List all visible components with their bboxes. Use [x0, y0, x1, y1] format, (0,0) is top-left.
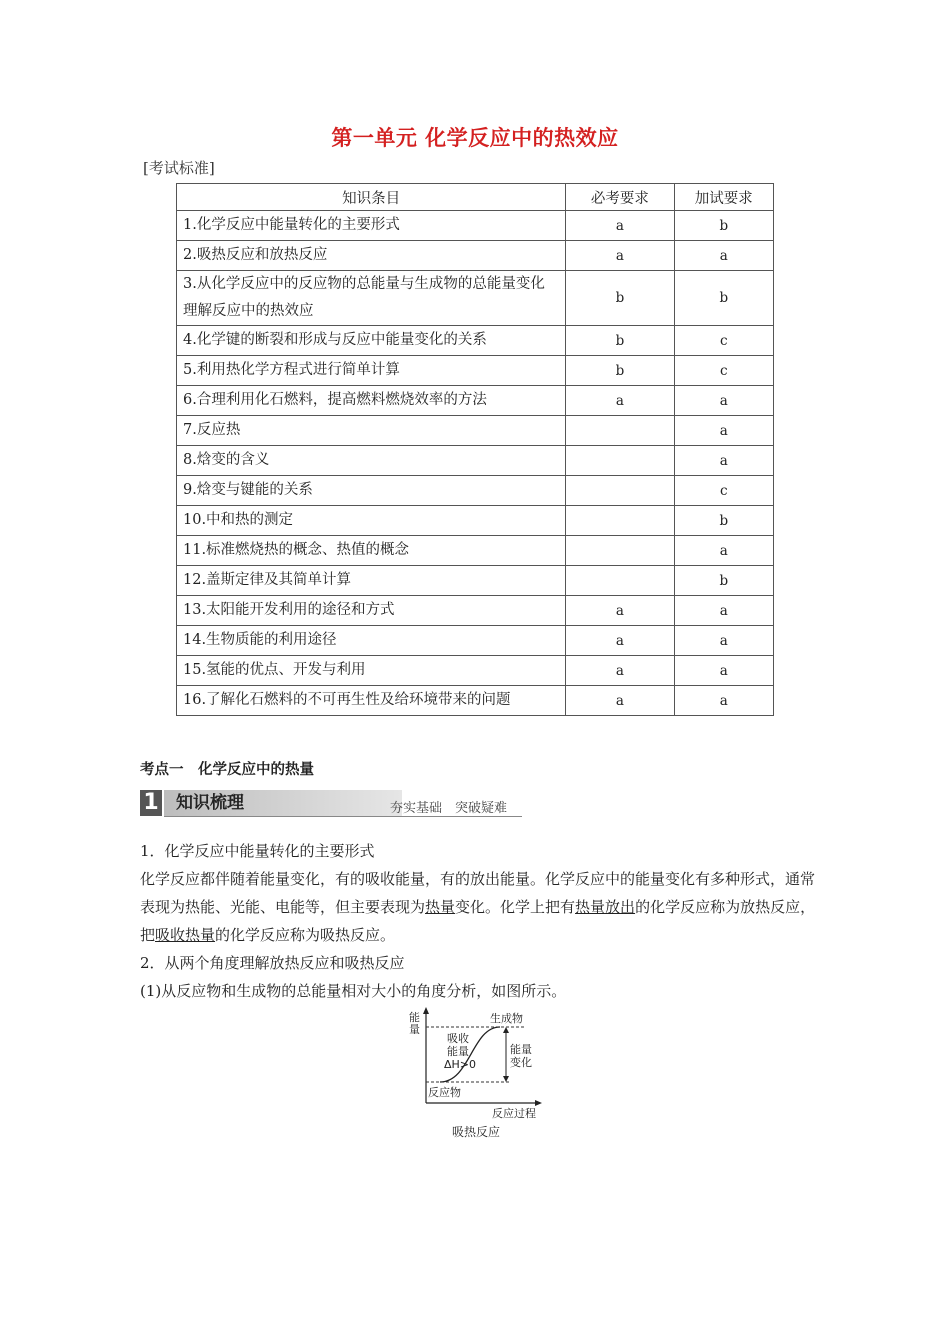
row-item: 14.生物质能的利用途径 — [177, 626, 566, 656]
row-extra: b — [674, 506, 773, 536]
absorb-label-1: 吸收 — [447, 1032, 469, 1045]
table-row — [177, 241, 774, 271]
row-extra: c — [674, 356, 773, 386]
row-required: a — [566, 211, 674, 241]
endothermic-diagram — [400, 1005, 560, 1145]
page-title: 第一单元 化学反应中的热效应 — [331, 126, 619, 150]
row-required: a — [566, 686, 674, 716]
row-item: 15.氢能的优点、开发与利用 — [177, 656, 566, 686]
row-required — [566, 416, 674, 446]
row-item: 8.焓变的含义 — [177, 446, 566, 476]
row-required: a — [566, 626, 674, 656]
section-heading: 考点一 化学反应中的热量 — [140, 762, 314, 778]
row-extra: a — [674, 596, 773, 626]
row-item: 10.中和热的测定 — [177, 506, 566, 536]
y-axis-label-2: 量 — [409, 1023, 420, 1036]
row-required — [566, 446, 674, 476]
sec2-sub1: (1)从反应物和生成物的总能量相对大小的角度分析，如图所示。 — [140, 982, 567, 1000]
row-extra: a — [674, 386, 773, 416]
delta-h-label: ΔH>0 — [444, 1058, 477, 1071]
banner-label: 知识梳理 — [176, 793, 244, 813]
requirements-table — [176, 183, 774, 716]
standard-label: [考试标准] — [143, 159, 215, 177]
row-item: 6.合理利用化石燃料，提高燃料燃烧效率的方法 — [177, 386, 566, 416]
row-extra: a — [674, 536, 773, 566]
knowledge-banner — [140, 790, 522, 818]
table-row — [177, 271, 774, 326]
table-row — [177, 506, 774, 536]
underline-heat: 热量 — [425, 898, 456, 916]
header-required: 必考要求 — [566, 184, 674, 211]
row-item: 7.反应热 — [177, 416, 566, 446]
row-extra: a — [674, 686, 773, 716]
row-item: 9.焓变与键能的关系 — [177, 476, 566, 506]
product-label: 生成物 — [490, 1012, 523, 1025]
table-row — [177, 536, 774, 566]
row-required: b — [566, 271, 674, 326]
figure-caption: 吸热反应 — [452, 1125, 501, 1139]
underline-heat-release: 热量放出 — [575, 898, 636, 916]
row-extra: b — [674, 271, 773, 326]
header-item: 知识条目 — [177, 184, 566, 211]
row-extra: a — [674, 626, 773, 656]
row-item: 13.太阳能开发利用的途径和方式 — [177, 596, 566, 626]
table-row — [177, 326, 774, 356]
row-extra: b — [674, 211, 773, 241]
x-axis-label: 反应过程 — [492, 1107, 536, 1120]
reactant-label: 反应物 — [428, 1086, 461, 1099]
row-required: b — [566, 356, 674, 386]
row-item: 2.吸热反应和放热反应 — [177, 241, 566, 271]
row-required — [566, 506, 674, 536]
table-row — [177, 211, 774, 241]
table-row — [177, 566, 774, 596]
underline-heat-absorb: 吸收热量 — [155, 926, 216, 944]
row-extra: a — [674, 241, 773, 271]
row-required: b — [566, 326, 674, 356]
change-label-2: 变化 — [510, 1056, 532, 1069]
table-header-row — [177, 184, 774, 211]
row-extra: a — [674, 656, 773, 686]
row-extra: b — [674, 566, 773, 596]
table-row — [177, 626, 774, 656]
row-required — [566, 566, 674, 596]
row-required: a — [566, 241, 674, 271]
row-required: a — [566, 386, 674, 416]
row-required: a — [566, 596, 674, 626]
table-row — [177, 446, 774, 476]
table-row — [177, 656, 774, 686]
table-row — [177, 596, 774, 626]
row-extra: c — [674, 476, 773, 506]
row-item: 5.利用热化学方程式进行简单计算 — [177, 356, 566, 386]
row-item: 11.标准燃烧热的概念、热值的概念 — [177, 536, 566, 566]
table-row — [177, 386, 774, 416]
absorb-label-2: 能量 — [447, 1045, 469, 1058]
row-item: 12.盖斯定律及其简单计算 — [177, 566, 566, 596]
row-required: a — [566, 656, 674, 686]
row-required — [566, 476, 674, 506]
row-extra: a — [674, 416, 773, 446]
y-axis-label-1: 能 — [409, 1011, 420, 1024]
row-extra: c — [674, 326, 773, 356]
table-row — [177, 356, 774, 386]
change-label-1: 能量 — [510, 1043, 532, 1056]
row-required — [566, 536, 674, 566]
row-item: 16.了解化石燃料的不可再生性及给环境带来的问题 — [177, 686, 566, 716]
table-row — [177, 416, 774, 446]
row-item: 4.化学键的断裂和形成与反应中能量变化的关系 — [177, 326, 566, 356]
row-item: 1.化学反应中能量转化的主要形式 — [177, 211, 566, 241]
y-axis-arrow — [423, 1007, 429, 1014]
sec1-paragraph: 化学反应都伴随着能量变化，有的吸收能量，有的放出能量。化学反应中的能量变化有多种形式，通常表现为热能、光能、电能等，但主要表现为热量变化。化学上把有热量放出的化学反应称为放热反应，把吸收热量的化学反应称为吸热反应。 — [140, 870, 816, 944]
table-row — [177, 476, 774, 506]
sec1-heading: 1．化学反应中能量转化的主要形式 — [140, 842, 375, 860]
row-item: 3.从化学反应中的反应物的总能量与生成物的总能量变化理解反应中的热效应 — [177, 271, 566, 326]
table-row — [177, 686, 774, 716]
banner-number: 1 — [140, 790, 162, 816]
banner-subtitle: 夯实基础 突破疑难 — [390, 801, 508, 816]
header-extra: 加试要求 — [674, 184, 773, 211]
sec2-heading: 2．从两个角度理解放热反应和吸热反应 — [140, 954, 405, 972]
row-extra: a — [674, 446, 773, 476]
x-axis-arrow — [535, 1100, 542, 1106]
